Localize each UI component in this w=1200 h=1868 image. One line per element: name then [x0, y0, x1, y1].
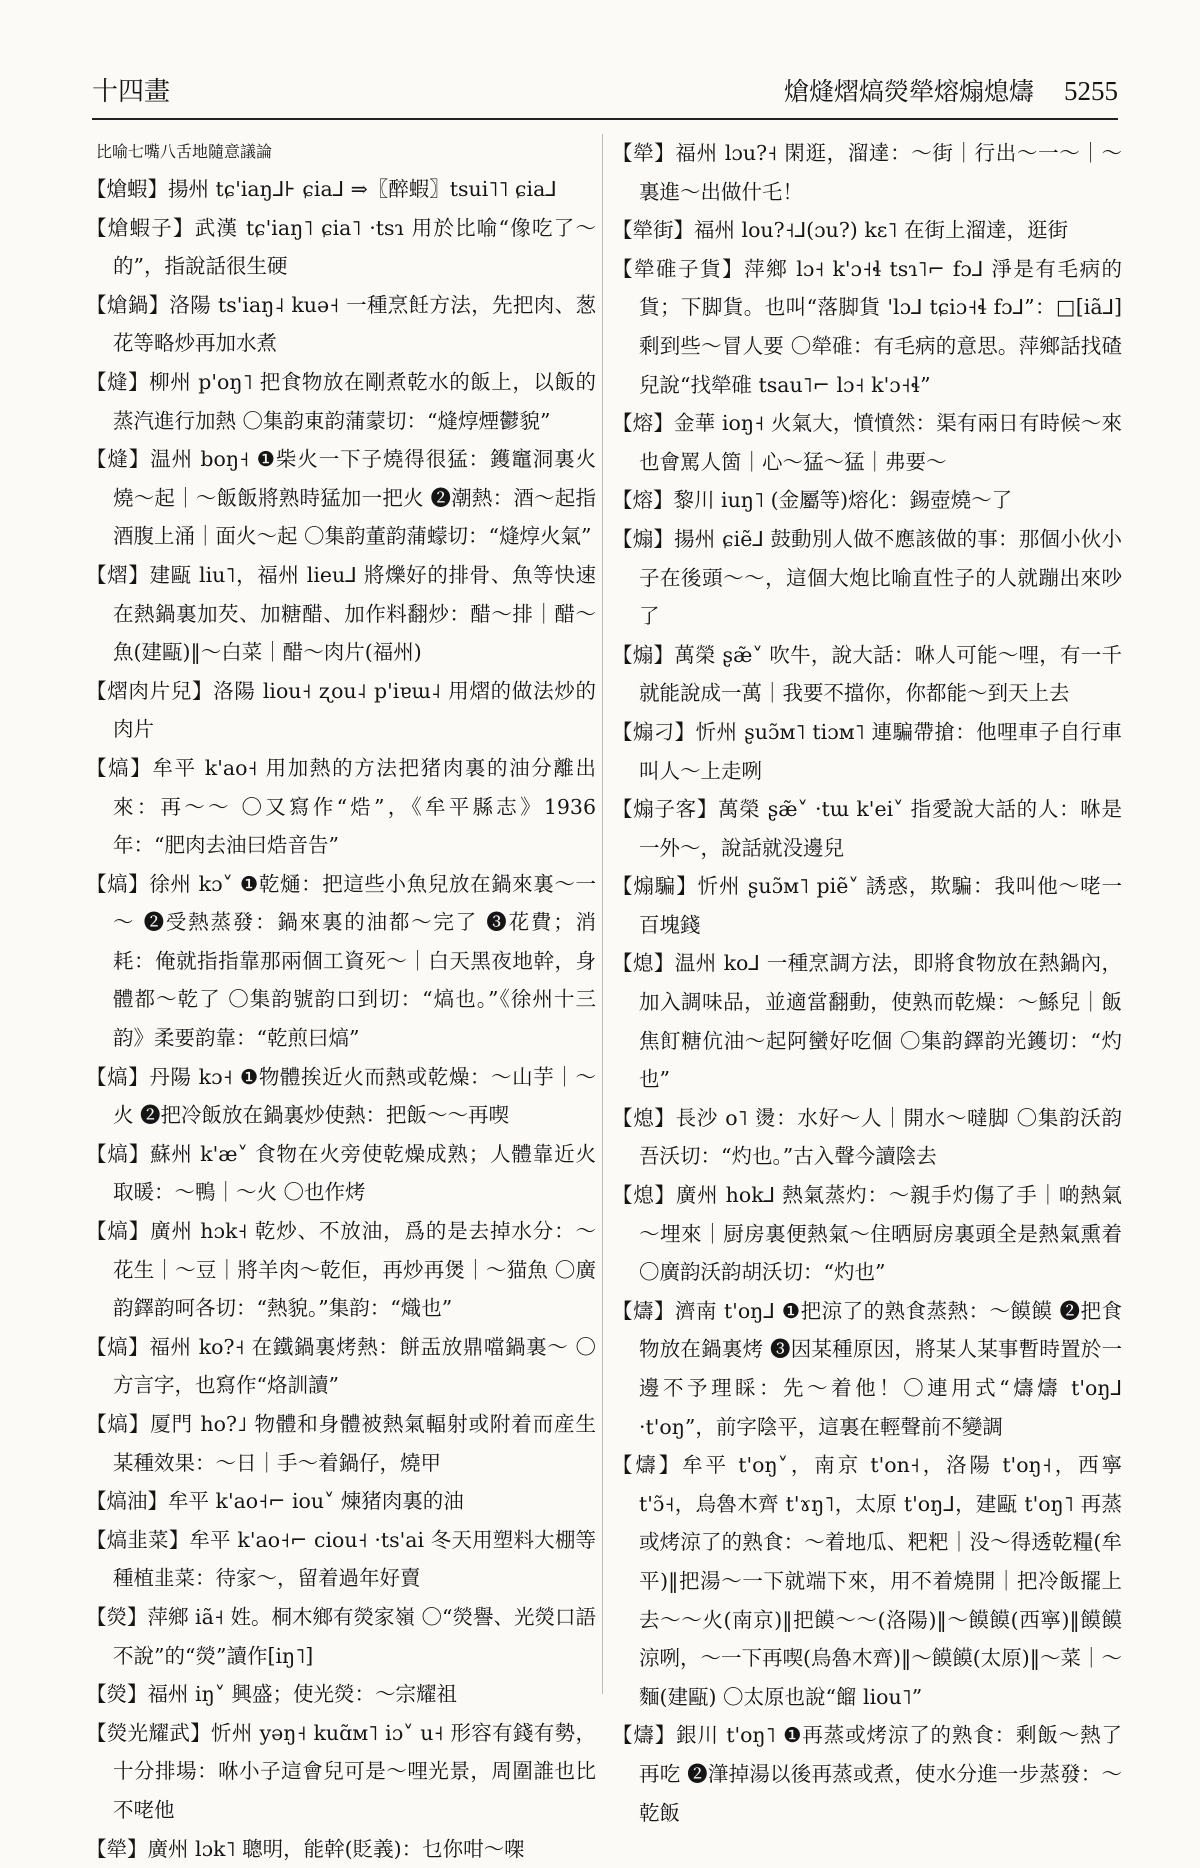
- entry: 【犖】廣州 lɔk˥ 聰明，能幹(貶義)：乜你咁～㗎: [86, 1836, 525, 1861]
- entry: 【熒光耀武】忻州 yəŋ˧ kuɑ̃ᴍ˥ iɔ˅ u˧ 形容有錢有勢，十分排場：咻小子這會兒可是～哩光景，周圍誰也比不咾他: [86, 1720, 596, 1822]
- entry: 【煽刁】忻州 ʂuɔ̃ᴍ˥ tiɔᴍ˥ 連騙帶搶：他哩車子自行車叫人～上走咧: [612, 719, 1122, 783]
- section-title: 十四畫: [92, 77, 171, 107]
- entry: 【煽子客】萬榮 ʂæ̃˅ ·tɯ k'ei˅ 指愛說大話的人：咻是一外～，說話就没邊兒: [612, 797, 1122, 860]
- entry: 【熗蝦子】武漢 tɕ'iaŋ˥ ɕia˥ ·tsɿ 用於比喻“像吃了～的”，指說話很生硬: [86, 215, 596, 279]
- entry: 【熔】黎川 iuŋ˥ (金屬等)熔化：錫壺燒～了: [612, 488, 1013, 513]
- entry: 【煽】揚州 ɕiẽ⅃ 鼓動別人做不應該做的事：那個小伙小子在後頭～～，這個大炮比喻直性子的人就蹦出來吵了: [612, 526, 1122, 629]
- entry: 【熇】牟平 k'ao˧ 用加熱的方法把猪肉裏的油分離出來：再～～ 〇又寫作“焅”，《牟平縣志》1936年：“肥肉去油曰焅音告”: [86, 755, 596, 858]
- entry: 【熇油】牟平 k'ao˧⌐ iou˅ 煉猪肉裏的油: [86, 1489, 464, 1514]
- entry: 【熇韭菜】牟平 k'ao˧⌐ ciou˧ ·ts'ai 冬天用塑料大棚等種植韭菜：待家～，留着過年好賣: [86, 1527, 596, 1591]
- entry: 【熗鍋】洛陽 ts'iaŋ˨ kuə˧ 一種烹飪方法，先把肉、葱花等略炒再加水煮: [86, 292, 596, 356]
- entry: 【熒】福州 iŋ˅ 興盛；使光熒：～宗耀祖: [86, 1682, 458, 1707]
- entry: 【熇】福州 ko?˧ 在鐵鍋裏烤熱：餅㿻放鼎噹鍋裏～ 〇方言字，也寫作“烙訓讀”: [86, 1334, 596, 1398]
- entry: 【熇】徐州 kɔ˅ ❶乾熥：把這些小魚兒放在鍋來裏～一～ ❷受熱蒸發：鍋來裏的油都～完了 ❸花費；消耗：俺就指指靠那兩個工資死～｜白天黑夜地幹，身體都～乾了 〇集韵號韵口到切：“熇也。”《徐州十三韵》柔要韵靠：“乾煎曰熇”: [86, 871, 596, 1051]
- entry: 【熄】温州 ko⅃ 一種烹調方法，即將食物放在熱鍋內，加入調味品，並適當翻動，使熟而乾燥：～鯀兒｜飯焦飣糖伉油～起阿蠻好吃個 〇集韵鐸韵光鑊切：“灼也”: [612, 951, 1122, 1092]
- entry: 【熒】萍鄉 iã˧ 姓。桐木鄉有熒家嶺 〇“熒譽、光熒口語不說”的“熒”讀作[iŋ˥]: [86, 1604, 596, 1668]
- entry: 【熄】廣州 hok⅃ 熱氣蒸灼：～親手灼傷了手｜啲熱氣～埋來｜厨房裏便熱氣～住晒厨房裏頭全是熱氣熏着 〇廣韵沃韵胡沃切：“灼也”: [612, 1183, 1122, 1285]
- entry: 【熢】柳州 p'oŋ˥ 把食物放在剛煮乾水的飯上，以飯的蒸汽進行加熱 〇集韵東韵蒲蒙切：“熢焞煙鬱貌”: [86, 369, 596, 433]
- entry: 【熇】厦門 ho?˩ 物體和身體被熱氣輻射或附着而産生某種效果：～日｜手～着鍋仔，燒甲: [86, 1412, 596, 1475]
- entry: 【熢】温州 boŋ˧ ❶柴火一下子燒得很猛：鑊竈洞裏火燒～起｜～飯飯將熟時猛加一把火 ❷潮熱：酒～起指酒腹上涌｜面火～起 〇集韵董韵蒲蠓切：“熢焞火氣”: [86, 447, 596, 549]
- entry: 【犖街】福州 lou?˧⅃(ɔu?) kɛ˥ 在街上溜達，逛街: [612, 218, 1068, 243]
- continued-note: 比喻七嘴八舌地隨意議論: [96, 142, 273, 161]
- page-number: 5255: [1064, 76, 1118, 106]
- entry: 【熠肉片兒】洛陽 liou˧ ʐou˨ p'iɐɯ˨ 用熠的做法炒的肉片: [86, 678, 596, 742]
- entry: 【煽】萬榮 ʂæ̃˅ 吹牛，說大話：咻人可能～哩，有一千就能說成一萬｜我要不擋你，你都能～到天上去: [612, 642, 1122, 706]
- entry: 【熄】長沙 o˥ 燙：水好～人｜開水～噠脚 〇集韵沃韵吾沃切：“灼也。”古入聲今讀陰去: [612, 1105, 1122, 1169]
- entry: 【熗蝦】揚州 tɕ'iaŋ⅃⊦ ɕia⅃ ⇒〖醉蝦〗tsui˥˥ ɕia⅃: [86, 177, 557, 201]
- right-column: [612, 134, 1122, 1825]
- entry: 【犖】福州 lɔu?˧ 閑逛，溜達：～街｜行出～一～｜～裏進～出做什乇！: [612, 141, 1122, 204]
- entry: 【犖碓子貨】萍鄉 lɔ˧ k'ɔ˧ɬ tsɿ˥⌐ fɔ⅃ 淨是有毛病的貨；下脚貨。也叫“落脚貨 'lɔ⅃ tɕiɔ˧ɬ fɔ⅃”：□[iã⅃]剩到些～冒人要 〇犖碓：有毛病的意思。萍鄉話找碴兒說“找犖碓 tsau˥⌐ lɔ˧ k'ɔ˧ɬ”: [612, 256, 1122, 397]
- entry: 【燽】牟平 t'oŋ˅，南京 t'on˧，洛陽 t'oŋ˧，西寧 t'ɔ̃˧，烏魯木齊 t'ɤŋ˥，太原 t'oŋ⅃，建甌 t'oŋ˥ 再蒸或烤涼了的熟食：～着地瓜、粑粑｜没～得透乾糧(牟平)‖把湯～一下就端下來，用不着燒開｜把冷飯擺上去～～火(南京)‖把饃～～(洛陽)‖～饃饃(西寧)‖饃饃涼咧，～一下再喫(烏魯木齊)‖～饃饃(太原)‖～菜｜～麵(建甌) 〇太原也說“餾 liou˥”: [612, 1453, 1122, 1709]
- entry: 【熇】蘇州 k'æ˅ 食物在火旁使乾燥成熟；人體靠近火取暖：～鴨｜～火 〇也作烤: [86, 1141, 596, 1205]
- entry: 【熇】廣州 hɔk˧ 乾炒、不放油，爲的是去掉水分：～花生｜～豆｜將羊肉～乾佢，再炒再煲｜～猫魚 〇廣韵鐸韵呵各切：“熱貌。”集韵：“熾也”: [86, 1219, 596, 1321]
- page-header: [92, 62, 1118, 120]
- header-right: [784, 72, 1118, 118]
- left-column: [86, 134, 596, 1861]
- column-divider: [602, 134, 603, 1694]
- entry: 【熠】建甌 liu˥，福州 lieu⅃ 將爍好的排骨、魚等快速在熱鍋裏加芡、加糖醋、加作料翻炒：醋～排｜醋～魚(建甌)‖～白菜｜醋～肉片(福州): [86, 562, 596, 665]
- header-chars: 熗熢熠熇熒犖熔煽熄燽: [784, 77, 1035, 106]
- entry: 【熔】金華 ioŋ˧ 火氣大，憤憤然：渠有兩日有時候～來也會罵人箇｜心～猛～猛｜弗要～: [612, 411, 1122, 474]
- entry: 【燽】銀川 t'oŋ˥ ❶再蒸或烤涼了的熟食：剩飯～熱了再吃 ❷潷掉湯以後再蒸或煮，使水分進一步蒸發：～乾飯: [612, 1723, 1122, 1825]
- entry: 【煽騙】忻州 ʂuɔ̃ᴍ˥ piẽ˅ 誘惑，欺騙：我叫他～咾一百塊錢: [612, 874, 1122, 937]
- entry: 【燽】濟南 t'oŋ⅃ ❶把涼了的熟食蒸熱：～饃饃 ❷把食物放在鍋裏烤 ❸因某種原因，將某人某事暫時置於一邊不予理睬：先～着他！〇連用式“燽燽 t'oŋ⅃ ·t'oŋ”，前字陰平，這裏在輕聲前不變調: [612, 1298, 1122, 1439]
- entry: 【熇】丹陽 kɔ˧ ❶物體挨近火而熱或乾燥：～山芋｜～火 ❷把冷飯放在鍋裏炒使熱：把飯～～再喫: [86, 1064, 596, 1128]
